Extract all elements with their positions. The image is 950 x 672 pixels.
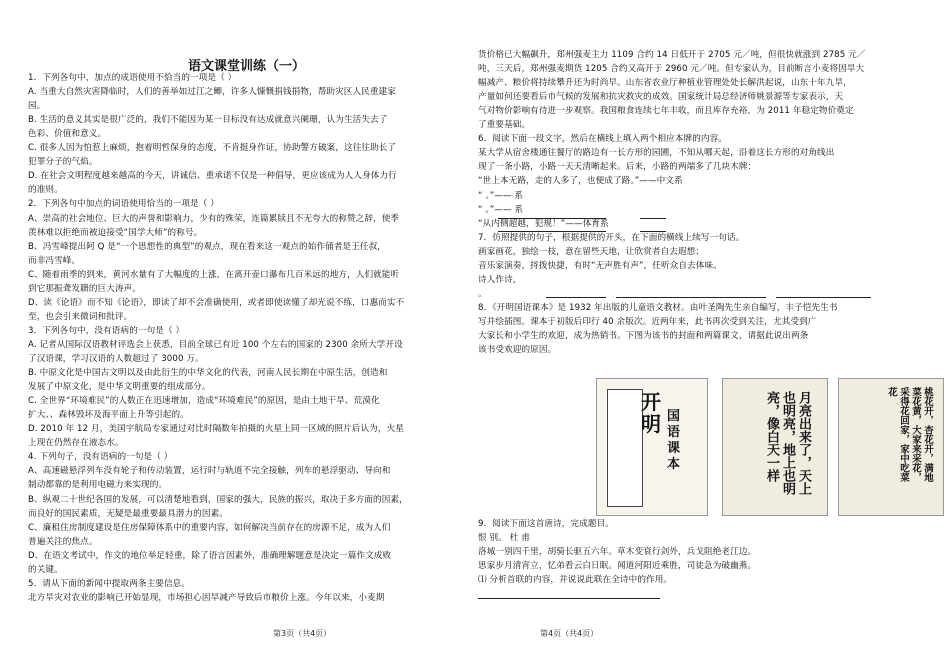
- text-line: D、在语文考试中，作文的地位举足轻重，除了语言因素外，准确理解题意是决定一篇作文成败: [28, 550, 392, 561]
- text-line: 了重要基础。: [478, 120, 531, 131]
- text-line: 制动都靠的是利用电磁力来实现的。: [28, 480, 168, 491]
- right-page: [478, 0, 933, 672]
- text-line: “世上本无路，走的人多了，也便成了路。”——中文系: [478, 176, 683, 187]
- text-line: 9．阅读下面这首唐诗，完成题目。: [478, 519, 614, 529]
- text-line: 诗人作诗，: [478, 274, 522, 285]
- text-line: “ 。”—— 系: [478, 190, 524, 201]
- text-line: 的关键。: [28, 564, 63, 575]
- text-line: 写并绘插图。课本于初版后印行 40 余版次。近两年来，此书再次受到关注，尤其受到广: [478, 316, 817, 327]
- text-line: “ 。”—— 系: [478, 204, 524, 215]
- text-line: 至，也会引来微词和批评。: [28, 311, 133, 322]
- answer-blank-q6-2[interactable]: [498, 231, 606, 232]
- page-footer-left: 第3页（共4页）: [273, 629, 332, 638]
- text-line: 现了一条小路，小路一天天清晰起来。后来，小路的两端多了几块木牌：: [478, 162, 757, 173]
- text-line: 犯罪分子的气焰。: [28, 157, 98, 168]
- text-line: 而良好的国民素质，无疑是最重要最具潜力的因素。: [28, 508, 228, 519]
- text-line: 洛城一别四千里，胡骑长驱五六年。草木变衰行剑外，兵戈阻绝老江边。: [478, 547, 757, 558]
- lesson-flower-text: 桃花开，杏花开，满地菜花黄，大家来采花，采得花回家，家中吃菜花: [886, 387, 933, 482]
- answer-blank-q6-dept-1[interactable]: [640, 218, 666, 219]
- text-line: 到它那振聋发聩的巨大涛声。: [28, 283, 142, 294]
- text-line: 大家长和小学生的欢迎，成为热销书。下图为该书的封面和两篇课文，请据此说出两条: [478, 331, 809, 341]
- text-line: A、崇高的社会地位、巨大的声誉和影响力，少有的殊荣，连篇累牍且不无夸大的称赞之辞，使季: [28, 213, 400, 224]
- text-line: 发展了中原文化，是中华文明重要的组成部分。: [28, 382, 211, 393]
- text-line: A. 当重大自然灾害降临时，人们的善举如过江之鲫，许多人慷慨捐钱捐物，帮助灾区人民重建家: [28, 87, 396, 98]
- text-line: 4. 下列句子，没有语病的一句是（ ）: [28, 452, 173, 463]
- text-line: 扩大、、森林毁坏及海平面上升等引起的。: [28, 410, 189, 421]
- answer-blank-q7-2[interactable]: [616, 297, 766, 298]
- text-line: 6．阅读下面一段文字，然后在横线上填入两个相应本牌的内容。: [478, 134, 727, 145]
- text-line: B. 生活的意义其实是很广泛的，我们不能因为某一目标没有达成就意兴阑珊，认为生活失去了: [28, 115, 388, 126]
- answer-blank-q6-1[interactable]: [498, 218, 606, 219]
- text-line: C、随着雨季的到来，黄河水量有了大幅度的上涨，在离开壶口瀑布几百米远的地方，人们就能听: [28, 269, 400, 280]
- text-line: ⑴ 分析首联的内容，并说说此联在全诗中的作用。: [478, 575, 673, 586]
- text-line: 园。: [28, 101, 46, 112]
- text-line: 某大学从宿舍楼通往餐厅的路边有一长方形的园圃，不知从哪天起，沿着这长方形的对角线出: [478, 148, 835, 159]
- text-line: 羡林难以拒绝而被迫接受“国学大师”的称号。: [28, 227, 203, 238]
- book-cover-image: [596, 378, 708, 516]
- text-line: A. 记者从国际汉语教材评选会上获悉，目前全球已有近 100 个左右的国家的 2300 余所大学开设: [28, 339, 403, 350]
- text-line: D. 2010 年 12 月，美国宇航局专家通过对比时隔数年拍摄的火星上同一区域的照片后认为，火星: [28, 424, 404, 435]
- text-line: 吨，三天后，郑州强麦期货 1205 合约又高开于 2960 元／吨。但专家认为，目前断言小麦将因旱大: [478, 64, 865, 75]
- text-line: C. 很多人因为怕惹上麻烦，抱着明哲保身的态度，不肯挺身作证，协助警方破案，这往往助长了: [28, 143, 397, 154]
- text-line: 的准则。: [28, 185, 63, 196]
- text-line: B、纵观二十世纪各国的发展，可以清楚地看到，国家的强大，民族的振兴，取决于多方面的因素，: [28, 494, 408, 505]
- text-line: D、读《论语》而不知《论语》，即读了却不会准确使用，或者即使读懂了却光说不练，口惠而实不: [28, 297, 405, 308]
- text-line: 普遍关注的焦点。: [28, 536, 98, 547]
- lesson-page-moon-image: [722, 378, 828, 516]
- left-page: [28, 0, 428, 672]
- text-line: 8．《开明国语课本》是 1932 年出版的儿童语文教材。由叶圣陶先生亲自编写，丰子恺先生书: [478, 302, 838, 313]
- answer-blank-q6-dept-2[interactable]: [640, 231, 666, 232]
- text-line: 7．仿照提供的句子，根据提供的开头，在下面的横线上续写一句话。: [478, 232, 745, 243]
- text-line: “从内侧超越，犯规！”——体育系: [478, 218, 609, 229]
- text-line: D. 在社会文明程度越来越高的今天，讲诚信、重承诺不仅是一种倡导，更应该成为人人身体力行: [28, 171, 397, 182]
- text-line: 思家步月清宵立，忆弟看云白日眠。闻道河阳近乘胜，司徒急为破幽燕。: [478, 561, 757, 572]
- text-line: 画家画花，独绘一枝，意在留些天地，让欣赏者自去遐想；: [478, 246, 705, 257]
- text-line: 而非冯雪峰。: [28, 255, 81, 266]
- text-line: 气对物价影响有待进一步观察。我国粮食连续七年丰收，而且库存充裕，为 2011 年稳定物价奠定: [478, 106, 854, 117]
- text-line: B. 中原文化是中国古文明以及由此衍生的中华文化的代表，河南人民长期在中原生活，创造和: [28, 368, 388, 379]
- text-line: 1．下列各句中，加点的成语使用不恰当的一项是（ ）: [28, 73, 237, 83]
- text-line: 恨 别。 杜 甫: [478, 533, 530, 544]
- text-line: 3．下列各句中，没有语病的一句是（ ）: [28, 325, 185, 336]
- text-line: B、冯雪峰提出阿 Q 是“一个思想性的典型”的观点，现在看来这一观点的始作俑者是王任叔，: [28, 241, 386, 252]
- answer-blank-q7-3[interactable]: [776, 297, 871, 298]
- answer-line-q9[interactable]: [478, 598, 660, 599]
- text-line: 上现在仍然存在液态水。: [28, 438, 124, 449]
- text-line: 音乐家演奏，捋拨快捷，有时“无声胜有声”，任听众自去体味。: [478, 260, 722, 271]
- text-line: C. 全世界“环境难民”的人数正在迅速增加，造成“环境难民”的原因，是由土地干旱、荒漠化: [28, 396, 380, 407]
- lesson-moon-text: 月亮出来了，天上也明亮，地上也明亮，像白天一样: [764, 391, 811, 495]
- cover-title-guoyu: 国语课本: [667, 409, 681, 472]
- text-line: 该书受欢迎的原因。: [478, 345, 557, 356]
- text-line: 5．请从下面的新闻中提取两条主要信息。: [28, 578, 191, 589]
- text-line: 北方旱灾对农业的影响已开始显现，市场担心因旱减产导致后市粮价上涨。今年以来，小麦期: [28, 592, 385, 603]
- text-line: 2．下列各句中加点的词语使用恰当的一项是（ ）: [28, 199, 219, 210]
- page-title: 语文课堂训练（一）: [188, 59, 306, 74]
- lesson-page-flower-image: [838, 378, 944, 516]
- cover-title-kaiming: 开明: [641, 390, 661, 436]
- text-line: 幅减产、粮价将持续攀升还为时尚早。山东省农业厅种植业管理处处长解洪起说，山东十年九旱，: [478, 78, 852, 89]
- page-footer-right: 第4页（共4页）: [540, 629, 599, 638]
- text-line: A、高速磁悬浮列车没有轮子和传动装置，运行时与轨道不完全接触，列车的悬浮驱动、导向和: [28, 466, 391, 477]
- text-line: 。: [478, 288, 487, 299]
- text-line: 了汉语课，学习汉语的人数超过了 3000 万。: [28, 354, 204, 364]
- text-line: 色彩、价值和意义。: [28, 129, 107, 140]
- text-line: 货价格已大幅飙升，郑州强麦主力 1109 合约 14 日低开于 2705 元／吨，但很快就涨到 2785 元／: [478, 50, 866, 60]
- text-line: C、廉租住房制度建设是住房保障体系中的重要内容，如何解决当前存在的房源不足，成为人们: [28, 522, 391, 533]
- answer-blank-q7-1[interactable]: [546, 297, 606, 298]
- text-line: 产量如何还要看后市气候的发展和抗灾救灾的成效。国家统计局总经济师姚景源等专家表示，天: [478, 92, 844, 103]
